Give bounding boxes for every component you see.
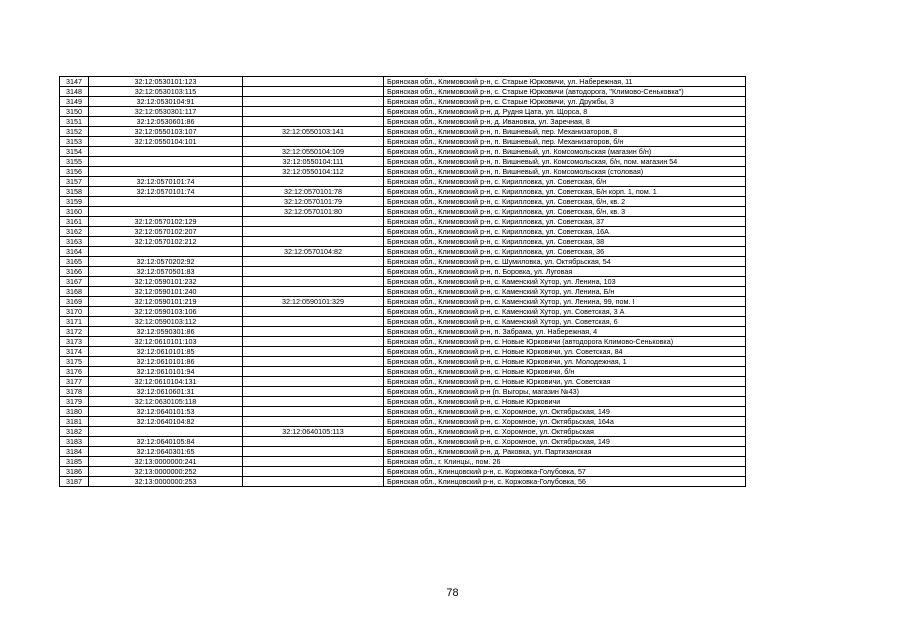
address-cell: Брянская обл., Климовский р-н, с. Кирилловка, ул. Советская, б/н, кв. 3 <box>384 207 746 217</box>
cadastral-number-building-cell <box>243 437 384 447</box>
cadastral-number-building-cell <box>243 117 384 127</box>
table-row <box>60 457 746 467</box>
row-number-cell: 3175 <box>60 357 89 367</box>
registry-table <box>59 76 746 487</box>
address-cell: Брянская обл., Климовский р-н, с. Хоромное, ул. Октябрьская, 149 <box>384 437 746 447</box>
cadastral-number-building-cell <box>243 447 384 457</box>
cadastral-number-building-cell <box>243 307 384 317</box>
row-number-cell: 3158 <box>60 187 89 197</box>
row-number-cell: 3161 <box>60 217 89 227</box>
address-cell: Брянская обл., г. Клинцы,, пом. 26 <box>384 457 746 467</box>
cadastral-number-building-cell <box>243 287 384 297</box>
address-cell: Брянская обл., Климовский р-н, д. Ивановка, ул. Заречная, 8 <box>384 117 746 127</box>
address-cell: Брянская обл., Климовский р-н, п. Вишневый, ул. Комсомольская, б/н, пом. магазин 54 <box>384 157 746 167</box>
row-number-cell: 3159 <box>60 197 89 207</box>
table-row <box>60 227 746 237</box>
cadastral-number-cell: 32:12:0530101:123 <box>89 77 243 87</box>
address-cell: Брянская обл., Климовский р-н, п. Вишневый, пер. Механизаторов, 8 <box>384 127 746 137</box>
cadastral-number-cell: 32:12:0550103:107 <box>89 127 243 137</box>
table-row <box>60 467 746 477</box>
table-row <box>60 267 746 277</box>
cadastral-number-building-cell <box>243 77 384 87</box>
cadastral-number-cell: 32:12:0530601:86 <box>89 117 243 127</box>
address-cell: Брянская обл., Климовский р-н, с. Хоромное, ул. Октябрьская, 149 <box>384 407 746 417</box>
cadastral-number-building-cell <box>243 137 384 147</box>
cadastral-number-cell: 32:12:0610601:31 <box>89 387 243 397</box>
table-row <box>60 127 746 137</box>
table-row <box>60 197 746 207</box>
row-number-cell: 3162 <box>60 227 89 237</box>
table-row <box>60 147 746 157</box>
cadastral-number-cell: 32:12:0570102:129 <box>89 217 243 227</box>
cadastral-number-building-cell <box>243 357 384 367</box>
cadastral-number-building-cell <box>243 217 384 227</box>
table-row <box>60 307 746 317</box>
row-number-cell: 3173 <box>60 337 89 347</box>
cadastral-number-cell: 32:12:0610101:85 <box>89 347 243 357</box>
address-cell: Брянская обл., Климовский р-н, п. Вишневый, пер. Механизаторов, б/н <box>384 137 746 147</box>
cadastral-number-cell <box>89 207 243 217</box>
table-row <box>60 477 746 487</box>
cadastral-number-cell: 32:12:0570101:74 <box>89 187 243 197</box>
cadastral-number-building-cell <box>243 257 384 267</box>
table-row <box>60 87 746 97</box>
row-number-cell: 3157 <box>60 177 89 187</box>
address-cell: Брянская обл., Климовский р-н, с. Новые Юрковичи <box>384 397 746 407</box>
address-cell: Брянская обл., Климовский р-н, с. Кирилловка, ул. Советская, 16А <box>384 227 746 237</box>
cadastral-number-cell <box>89 197 243 207</box>
table-row <box>60 347 746 357</box>
cadastral-number-building-cell <box>243 407 384 417</box>
cadastral-number-building-cell <box>243 87 384 97</box>
cadastral-number-building-cell <box>243 327 384 337</box>
cadastral-number-cell: 32:12:0630105:118 <box>89 397 243 407</box>
cadastral-number-building-cell <box>243 107 384 117</box>
table-row <box>60 447 746 457</box>
address-cell: Брянская обл., Климовский р-н, с. Шумиловка, ул. Октябрьская, 54 <box>384 257 746 267</box>
address-cell: Брянская обл., Климовский р-н, с. Кирилловка, ул. Советская, б/н <box>384 177 746 187</box>
cadastral-number-cell: 32:12:0610101:86 <box>89 357 243 367</box>
cadastral-number-cell <box>89 247 243 257</box>
table-row <box>60 337 746 347</box>
cadastral-number-building-cell <box>243 97 384 107</box>
address-cell: Брянская обл., Климовский р-н, с. Старые Юрковичи (автодорога, "Климово-Сеньковка") <box>384 87 746 97</box>
cadastral-number-cell: 32:12:0640101:53 <box>89 407 243 417</box>
cadastral-number-building-cell <box>243 387 384 397</box>
table-row <box>60 247 746 257</box>
cadastral-number-cell: 32:12:0610101:103 <box>89 337 243 347</box>
cadastral-number-building-cell <box>243 227 384 237</box>
cadastral-number-cell: 32:12:0530103:115 <box>89 87 243 97</box>
table-row <box>60 327 746 337</box>
row-number-cell: 3151 <box>60 117 89 127</box>
row-number-cell: 3149 <box>60 97 89 107</box>
cadastral-number-building-cell <box>243 317 384 327</box>
cadastral-number-cell: 32:12:0570501:83 <box>89 267 243 277</box>
cadastral-number-building-cell <box>243 417 384 427</box>
row-number-cell: 3181 <box>60 417 89 427</box>
table-row <box>60 257 746 267</box>
cadastral-number-cell: 32:12:0590101:219 <box>89 297 243 307</box>
row-number-cell: 3182 <box>60 427 89 437</box>
registry-table-body <box>60 77 746 487</box>
cadastral-number-cell: 32:12:0610104:131 <box>89 377 243 387</box>
row-number-cell: 3178 <box>60 387 89 397</box>
cadastral-number-cell: 32:12:0530104:91 <box>89 97 243 107</box>
address-cell: Брянская обл., Климовский р-н, с. Новые Юрковичи, ул. Молодежная, 1 <box>384 357 746 367</box>
row-number-cell: 3171 <box>60 317 89 327</box>
address-cell: Брянская обл., Климовский р-н, п. Вишневый, ул. Комсомольская (столовая) <box>384 167 746 177</box>
cadastral-number-cell <box>89 157 243 167</box>
table-row <box>60 297 746 307</box>
table-row <box>60 407 746 417</box>
address-cell: Брянская обл., Климовский р-н, с. Новые Юрковичи, ул. Советская, 84 <box>384 347 746 357</box>
cadastral-number-cell: 32:12:0640301:65 <box>89 447 243 457</box>
cadastral-number-cell: 32:12:0590103:106 <box>89 307 243 317</box>
row-number-cell: 3148 <box>60 87 89 97</box>
table-row <box>60 387 746 397</box>
row-number-cell: 3163 <box>60 237 89 247</box>
cadastral-number-building-cell <box>243 367 384 377</box>
address-cell: Брянская обл., Климовский р-н, с. Старые Юрковичи, ул. Дружбы, 3 <box>384 97 746 107</box>
address-cell: Брянская обл., Климовский р-н, с. Каменский Хутор, ул. Ленина, 103 <box>384 277 746 287</box>
table-row <box>60 377 746 387</box>
cadastral-number-building-cell: 32:12:0550104:111 <box>243 157 384 167</box>
table-row <box>60 417 746 427</box>
cadastral-number-cell: 32:12:0640105:84 <box>89 437 243 447</box>
table-row <box>60 177 746 187</box>
cadastral-number-cell: 32:12:0610101:94 <box>89 367 243 377</box>
row-number-cell: 3179 <box>60 397 89 407</box>
row-number-cell: 3153 <box>60 137 89 147</box>
address-cell: Брянская обл., Климовский р-н, с. Новые Юрковичи, б/н <box>384 367 746 377</box>
row-number-cell: 3165 <box>60 257 89 267</box>
cadastral-number-cell: 32:12:0550104:101 <box>89 137 243 147</box>
row-number-cell: 3183 <box>60 437 89 447</box>
table-row <box>60 157 746 167</box>
cadastral-number-cell: 32:12:0570101:74 <box>89 177 243 187</box>
cadastral-number-cell <box>89 147 243 157</box>
cadastral-number-cell: 32:12:0590101:232 <box>89 277 243 287</box>
cadastral-number-building-cell <box>243 337 384 347</box>
row-number-cell: 3152 <box>60 127 89 137</box>
row-number-cell: 3185 <box>60 457 89 467</box>
row-number-cell: 3150 <box>60 107 89 117</box>
row-number-cell: 3166 <box>60 267 89 277</box>
cadastral-number-building-cell <box>243 277 384 287</box>
row-number-cell: 3177 <box>60 377 89 387</box>
table-row <box>60 437 746 447</box>
table-row <box>60 397 746 407</box>
address-cell: Брянская обл., Климовский р-н, п. Боровка, ул. Луговая <box>384 267 746 277</box>
cadastral-number-cell <box>89 167 243 177</box>
address-cell: Брянская обл., Климовский р-н, с. Хоромное, ул. Октябрьская <box>384 427 746 437</box>
row-number-cell: 3160 <box>60 207 89 217</box>
row-number-cell: 3167 <box>60 277 89 287</box>
row-number-cell: 3176 <box>60 367 89 377</box>
cadastral-number-building-cell: 32:12:0550103:141 <box>243 127 384 137</box>
cadastral-number-cell: 32:13:0000000:252 <box>89 467 243 477</box>
cadastral-number-cell: 32:12:0590103:112 <box>89 317 243 327</box>
cadastral-number-cell: 32:13:0000000:253 <box>89 477 243 487</box>
address-cell: Брянская обл., Клинцовский р-н, с. Коржовка-Голубовка, 57 <box>384 467 746 477</box>
address-cell: Брянская обл., Климовский р-н, с. Каменский Хутор, ул. Ленина, 99, пом. I <box>384 297 746 307</box>
table-row <box>60 117 746 127</box>
cadastral-number-cell: 32:12:0640104:82 <box>89 417 243 427</box>
address-cell: Брянская обл., Климовский р-н, с. Хоромное, ул. Октябрьская, 164а <box>384 417 746 427</box>
cadastral-number-building-cell: 32:12:0570101:80 <box>243 207 384 217</box>
cadastral-number-building-cell <box>243 237 384 247</box>
table-row <box>60 217 746 227</box>
cadastral-number-cell <box>89 427 243 437</box>
cadastral-number-building-cell <box>243 397 384 407</box>
row-number-cell: 3170 <box>60 307 89 317</box>
address-cell: Брянская обл., Климовский р-н (п. Выгоры, магазин №43) <box>384 387 746 397</box>
table-row <box>60 77 746 87</box>
row-number-cell: 3180 <box>60 407 89 417</box>
cadastral-number-cell: 32:12:0570102:212 <box>89 237 243 247</box>
address-cell: Брянская обл., Клинцовский р-н, с. Коржовка-Голубовка, 56 <box>384 477 746 487</box>
table-row <box>60 427 746 437</box>
address-cell: Брянская обл., Климовский р-н, с. Новые Юрковичи, ул. Советская <box>384 377 746 387</box>
cadastral-number-building-cell <box>243 267 384 277</box>
address-cell: Брянская обл., Климовский р-н, п. Забрама, ул. Набережная, 4 <box>384 327 746 337</box>
row-number-cell: 3172 <box>60 327 89 337</box>
cadastral-number-building-cell: 32:12:0550104:109 <box>243 147 384 157</box>
row-number-cell: 3155 <box>60 157 89 167</box>
cadastral-number-cell: 32:12:0570102:207 <box>89 227 243 237</box>
cadastral-number-building-cell <box>243 477 384 487</box>
cadastral-number-building-cell <box>243 457 384 467</box>
table-row <box>60 167 746 177</box>
cadastral-number-building-cell: 32:12:0640105:113 <box>243 427 384 437</box>
row-number-cell: 3184 <box>60 447 89 457</box>
row-number-cell: 3169 <box>60 297 89 307</box>
table-row <box>60 137 746 147</box>
cadastral-number-building-cell <box>243 377 384 387</box>
address-cell: Брянская обл., Климовский р-н, с. Каменский Хутор, ул. Советская, 3 А <box>384 307 746 317</box>
cadastral-number-building-cell: 32:12:0570104:82 <box>243 247 384 257</box>
row-number-cell: 3186 <box>60 467 89 477</box>
row-number-cell: 3187 <box>60 477 89 487</box>
cadastral-number-building-cell <box>243 347 384 357</box>
address-cell: Брянская обл., Климовский р-н, с. Каменский Хутор, ул. Ленина, Б/н <box>384 287 746 297</box>
table-row <box>60 357 746 367</box>
address-cell: Брянская обл., Климовский р-н, с. Кирилловка, ул. Советская, 38 <box>384 237 746 247</box>
row-number-cell: 3174 <box>60 347 89 357</box>
table-row <box>60 187 746 197</box>
address-cell: Брянская обл., Климовский р-н, с. Старые Юрковичи, ул. Набережная, 11 <box>384 77 746 87</box>
cadastral-number-cell: 32:12:0590101:240 <box>89 287 243 297</box>
table-row <box>60 367 746 377</box>
table-row <box>60 97 746 107</box>
address-cell: Брянская обл., Климовский р-н, с. Кирилловка, ул. Советская, 37 <box>384 217 746 227</box>
address-cell: Брянская обл., Климовский р-н, с. Каменский Хутор, ул. Советская, 6 <box>384 317 746 327</box>
row-number-cell: 3156 <box>60 167 89 177</box>
row-number-cell: 3168 <box>60 287 89 297</box>
table-row <box>60 287 746 297</box>
page-number: 78 <box>446 587 459 599</box>
address-cell: Брянская обл., Климовский р-н, д. Рудня Цата, ул. Щорса, 8 <box>384 107 746 117</box>
address-cell: Брянская обл., Климовский р-н, с. Кирилловка, ул. Советская, Б/н корп. 1, пом. 1 <box>384 187 746 197</box>
cadastral-number-building-cell: 32:12:0550104:112 <box>243 167 384 177</box>
row-number-cell: 3154 <box>60 147 89 157</box>
address-cell: Брянская обл., Климовский р-н, п. Вишневый, ул. Комсомольская (магазин б/н) <box>384 147 746 157</box>
table-row <box>60 237 746 247</box>
cadastral-number-building-cell: 32:12:0570101:79 <box>243 197 384 207</box>
cadastral-number-cell: 32:12:0590301:86 <box>89 327 243 337</box>
cadastral-number-building-cell <box>243 177 384 187</box>
cadastral-number-building-cell: 32:12:0570101:78 <box>243 187 384 197</box>
cadastral-number-cell: 32:12:0530301:117 <box>89 107 243 117</box>
row-number-cell: 3147 <box>60 77 89 87</box>
address-cell: Брянская обл., Климовский р-н, с. Новые Юрковичи (автодорога Климово-Сеньковка) <box>384 337 746 347</box>
cadastral-number-cell: 32:12:0570202:92 <box>89 257 243 267</box>
table-row <box>60 107 746 117</box>
address-cell: Брянская обл., Климовский р-н, с. Кирилловка, ул. Советская, 36 <box>384 247 746 257</box>
cadastral-number-building-cell: 32:12:0590101:329 <box>243 297 384 307</box>
cadastral-number-cell: 32:13:0000000:241 <box>89 457 243 467</box>
row-number-cell: 3164 <box>60 247 89 257</box>
table-row <box>60 317 746 327</box>
address-cell: Брянская обл., Климовский р-н, д. Раковка, ул. Партизанская <box>384 447 746 457</box>
cadastral-number-building-cell <box>243 467 384 477</box>
address-cell: Брянская обл., Климовский р-н, с. Кирилловка, ул. Советская, б/н, кв. 2 <box>384 197 746 207</box>
table-row <box>60 207 746 217</box>
table-row <box>60 277 746 287</box>
